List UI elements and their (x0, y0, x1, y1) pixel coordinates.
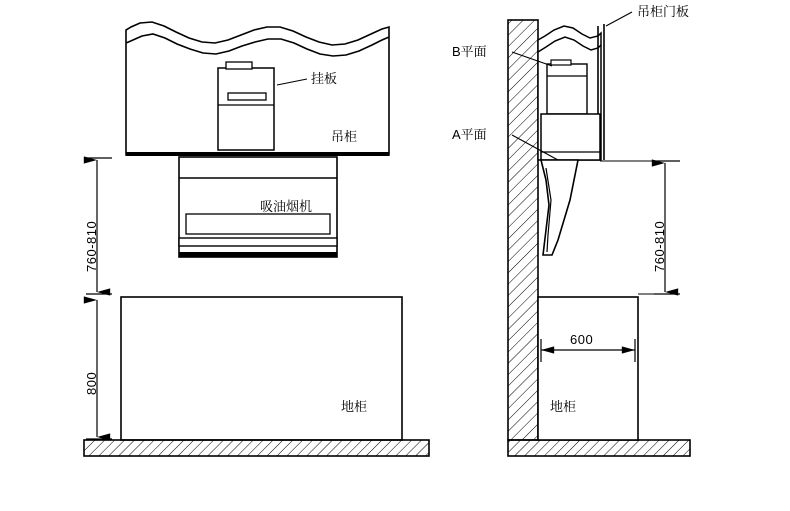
hanging-plate-slot (228, 93, 266, 100)
hood-section-body (541, 114, 600, 160)
hanging-plate-body (218, 68, 274, 150)
wall-section-hatch (508, 20, 538, 440)
dim-label-hood-height-right: 760-810 (652, 220, 667, 272)
base-cabinet-left (121, 297, 402, 440)
label-hanging-plate: 挂板 (311, 71, 338, 86)
hood-section-tab (551, 60, 571, 65)
dim-label-depth: 600 (570, 332, 594, 347)
range-hood-panel (186, 214, 330, 234)
label-plane-b: B平面 (452, 44, 487, 59)
left-elevation-view (84, 22, 429, 456)
floor-hatch-left (84, 440, 429, 456)
cabinet-door-panel-leader (606, 12, 632, 26)
label-plane-a: A平面 (452, 127, 487, 142)
label-range-hood: 吸油烟机 (260, 199, 313, 214)
label-base-cabinet-right: 地柜 (550, 399, 577, 414)
base-cabinet-right (538, 297, 638, 440)
dim-label-hood-height-left: 760-810 (84, 220, 99, 272)
range-hood-filter (179, 238, 337, 246)
label-base-cabinet-left: 地柜 (341, 399, 368, 414)
label-wall-cabinet: 吊柜 (331, 129, 358, 144)
label-cabinet-door-panel: 吊柜门板 (637, 4, 690, 19)
floor-hatch-right (508, 440, 690, 456)
hanging-plate-tab (226, 62, 252, 69)
dim-label-counter-height-left: 800 (84, 371, 99, 395)
range-hood-bottom-edge (179, 252, 337, 257)
wall-cabinet-bottom-edge (126, 152, 389, 156)
hood-section-upper (547, 64, 587, 114)
